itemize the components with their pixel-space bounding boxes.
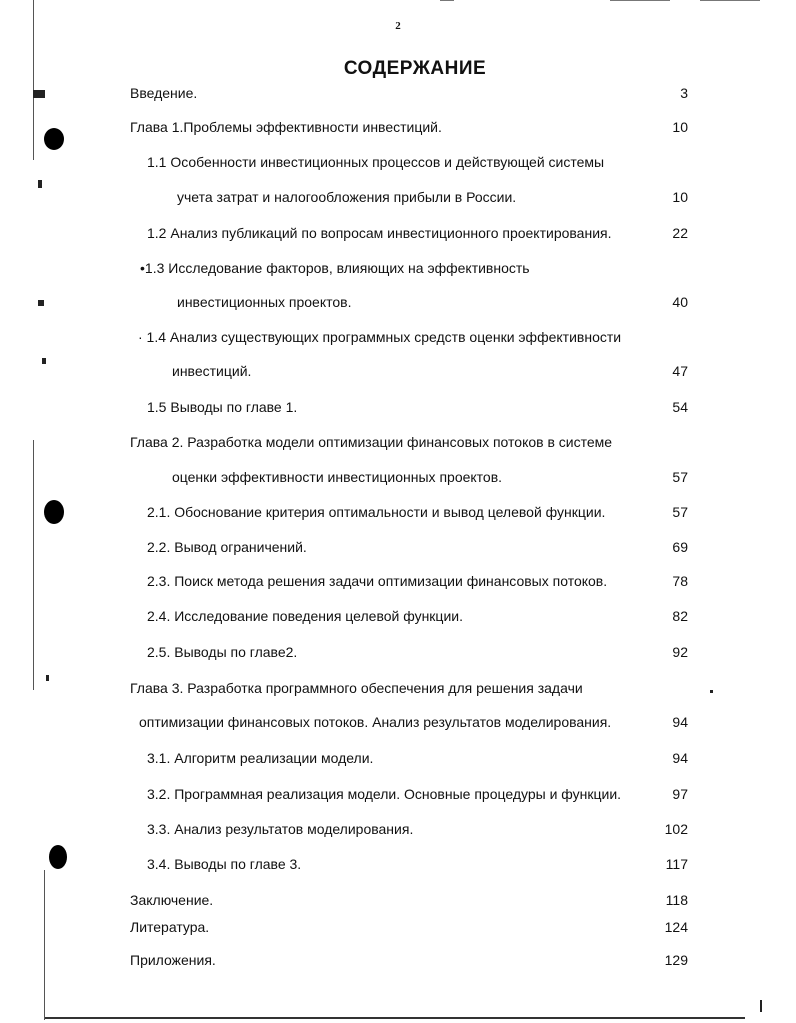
toc-page: 78 xyxy=(672,573,688,589)
toc-entry: 2.3. Поиск метода решения задачи оптимизации финансовых потоков. xyxy=(147,573,608,589)
toc-entry: · 1.4 Анализ существующих программных средств оценки эффективности xyxy=(138,329,622,345)
scan-bottom-edge xyxy=(45,1017,745,1019)
toc-entry: Приложения. xyxy=(130,952,216,968)
toc-entry: 2.5. Выводы по главе2. xyxy=(147,644,298,660)
toc-entry: 1.2 Анализ публикаций по вопросам инвестиционного проектирования. xyxy=(147,225,612,241)
scan-speck xyxy=(38,180,42,188)
toc-entry-continued: инвестиционных проектов. xyxy=(177,294,352,310)
toc-page: 57 xyxy=(672,469,688,485)
toc-page: 94 xyxy=(672,714,688,730)
toc-page: 69 xyxy=(672,539,688,555)
toc-entry: 2.1. Обоснование критерия оптимальности и вывод целевой функции. xyxy=(147,504,606,520)
toc-page: 57 xyxy=(672,504,688,520)
toc-page: 97 xyxy=(672,786,688,802)
toc-entry: 3.1. Алгоритм реализации модели. xyxy=(147,750,374,766)
scan-speck xyxy=(38,300,44,306)
toc-page: 94 xyxy=(672,750,688,766)
toc-page: 47 xyxy=(672,363,688,379)
toc-page: 117 xyxy=(665,856,688,872)
toc-entry: Глава 1.Проблемы эффективности инвестиций. xyxy=(130,119,442,135)
toc-page: 92 xyxy=(672,644,688,660)
toc-page: 40 xyxy=(672,294,688,310)
toc-entry: •1.3 Исследование факторов, влияющих на эффективность xyxy=(140,260,530,276)
toc-entry: 1.5 Выводы по главе 1. xyxy=(147,399,298,415)
scan-edge xyxy=(33,440,34,690)
toc-entry: 3.2. Программная реализация модели. Основные процедуры и функции. xyxy=(147,786,622,802)
toc-page: 10 xyxy=(672,189,688,205)
toc-entry: Литература. xyxy=(130,919,210,935)
toc-page: 129 xyxy=(664,952,688,968)
toc-entry: 3.4. Выводы по главе 3. xyxy=(147,856,302,872)
toc-page: 54 xyxy=(672,399,688,415)
toc-entry: 1.1 Особенности инвестиционных процессов и действующей системы xyxy=(147,154,605,170)
punch-hole xyxy=(49,845,67,869)
scan-speck xyxy=(46,675,49,681)
toc-entry: Глава 3. Разработка программного обеспечения для решения задачи xyxy=(130,680,583,696)
toc-page: 82 xyxy=(672,608,688,624)
toc-entry-continued: учета затрат и налогообложения прибыли в России. xyxy=(177,189,517,205)
scan-speck xyxy=(42,358,46,364)
toc-page: 124 xyxy=(664,919,688,935)
scan-speck xyxy=(760,1000,762,1012)
toc-entry: 2.2. Вывод ограничений. xyxy=(147,539,307,555)
toc-entry-continued: инвестиций. xyxy=(172,363,252,379)
toc-page: 118 xyxy=(665,892,688,908)
scan-mark xyxy=(700,0,760,1)
punch-hole xyxy=(44,128,64,150)
toc-page: 22 xyxy=(672,225,688,241)
toc-entry: 2.4. Исследование поведения целевой функции. xyxy=(147,608,463,624)
toc-entry: Введение. xyxy=(130,85,198,101)
scan-mark xyxy=(610,0,670,1)
toc-page: 10 xyxy=(672,119,688,135)
toc-entry: 3.3. Анализ результатов моделирования. xyxy=(147,821,414,837)
scan-edge xyxy=(44,870,45,1020)
page-title: СОДЕРЖАНИЕ xyxy=(343,58,487,79)
scan-mark xyxy=(440,0,454,1)
toc-page: 3 xyxy=(680,85,688,101)
toc-entry: Заключение. xyxy=(130,892,214,908)
scan-speck xyxy=(710,690,713,693)
toc-entry-continued: оценки эффективности инвестиционных проектов. xyxy=(172,469,503,485)
page-number: 2 xyxy=(395,20,401,32)
scan-speck xyxy=(33,90,45,98)
toc-page: 102 xyxy=(664,821,688,837)
punch-hole xyxy=(44,500,64,524)
toc-entry-continued: оптимизации финансовых потоков. Анализ результатов моделирования. xyxy=(139,714,612,730)
toc-entry: Глава 2. Разработка модели оптимизации финансовых потоков в системе xyxy=(130,434,613,450)
